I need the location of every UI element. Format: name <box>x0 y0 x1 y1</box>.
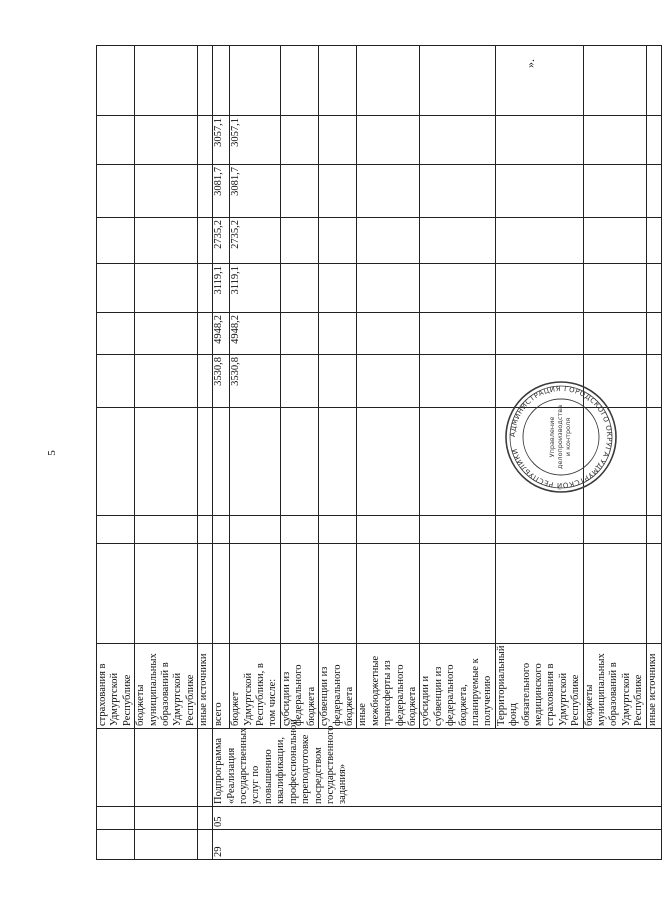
seal-ring-text: АДМИНИСТРАЦИЯ ГОРОДСКОГО ОКРУГА УДМУРТСКОЙ РЕСПУБЛИКИ <box>508 384 614 490</box>
svg-text:Управление: Управление <box>548 416 556 458</box>
source-cell: бюджеты муниципальных образований в Удмуртской Республике <box>135 644 198 729</box>
source-cell: иные межбюджетные трансферты из федерального бюджета <box>357 644 420 729</box>
table-row <box>135 46 198 860</box>
svg-text:делопроизводства: делопроизводства <box>556 404 564 470</box>
source-cell: субвенции из федерального бюджета <box>319 644 357 729</box>
source-cell: бюджет Удмуртской Республики, в том числе: <box>230 644 281 729</box>
subprogram-code-cell: 05 <box>213 807 661 830</box>
source-cell: иные источники <box>198 644 213 729</box>
table-row <box>97 46 135 860</box>
source-cell: субсидии и субвенции из федерального бюджета, планируемые к получению <box>420 644 495 729</box>
table-row: 29 05 Подпрограмма «Реализация государственных услуг по повышению квалификации, профессиональной переподготовке посредством государственного задания» всего 3530,8 4948,2 3119,1 2735,2 3081,7 3057,1 <box>213 46 230 860</box>
source-cell: Территориальный фонд обязательного медицинского страхования в Удмуртской Республике <box>495 644 583 729</box>
svg-text:и контроля: и контроля <box>564 417 572 457</box>
table-row <box>198 46 213 860</box>
closing-quote: ». <box>523 59 537 68</box>
source-cell: субсидии из федерального бюджета <box>280 644 318 729</box>
program-code-cell: 29 <box>213 830 661 860</box>
source-cell: страхования в Удмуртской Республике <box>97 644 135 729</box>
page-number: 5 <box>45 450 58 456</box>
official-seal <box>503 379 619 495</box>
source-cell: бюджеты муниципальных образований в Удмуртской Республике <box>583 644 646 729</box>
subprogram-name-cell: Подпрограмма «Реализация государственных услуг по повышению квалификации, профессиональной переподготовке посредством государственного задания» <box>213 729 661 807</box>
source-cell: всего <box>213 644 230 729</box>
table-row: бюджет Удмуртской Республики, в том числе: 3530,8 4948,2 3119,1 2735,2 3081,7 3057,1 <box>230 46 281 860</box>
source-cell: иные источники <box>646 644 661 729</box>
